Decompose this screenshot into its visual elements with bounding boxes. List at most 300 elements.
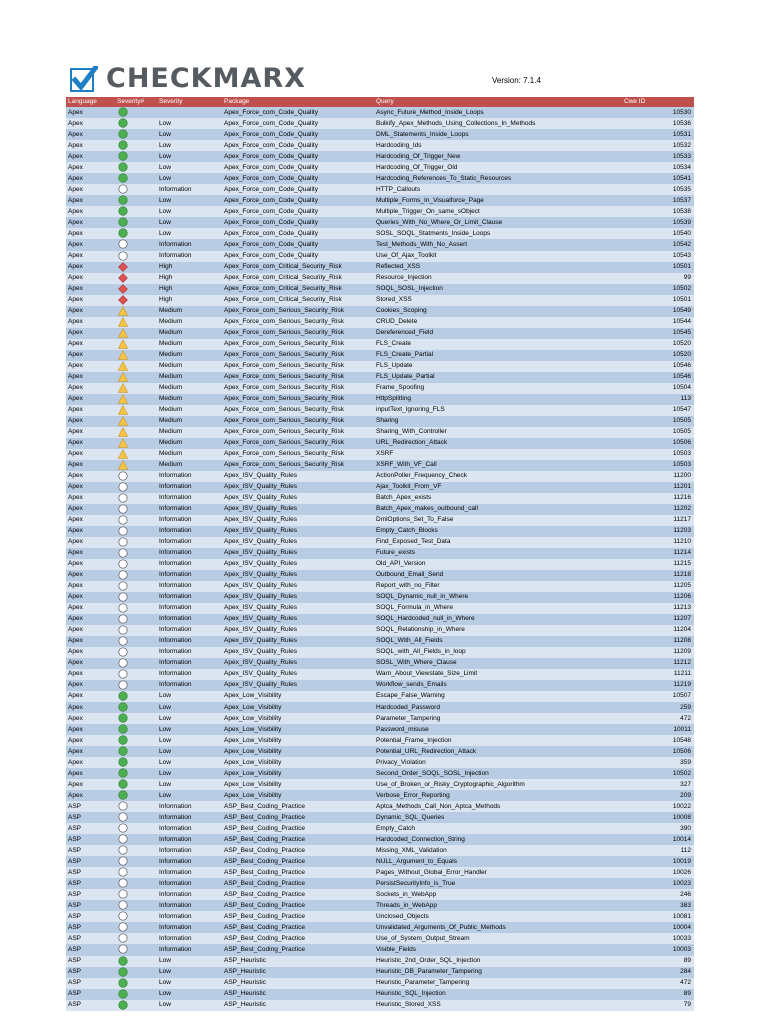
cell-cwe-id: 472 <box>622 713 694 724</box>
table-row[interactable] <box>66 779 694 790</box>
cell-package: ASP_Best_Coding_Practice <box>222 834 374 845</box>
cell-package: Apex_Force_com_Serious_Security_Risk <box>222 328 374 339</box>
cell-package: ASP_Best_Coding_Practice <box>222 812 374 823</box>
table-row[interactable] <box>66 570 694 581</box>
table-row[interactable] <box>66 724 694 735</box>
table-row[interactable] <box>66 129 694 140</box>
table-row[interactable] <box>66 603 694 614</box>
table-row[interactable] <box>66 251 694 262</box>
cell-severity-icon <box>115 989 157 1000</box>
information-severity-circle-icon <box>118 647 128 657</box>
information-severity-circle-icon <box>118 911 128 921</box>
cell-language: Apex <box>66 118 115 129</box>
information-severity-circle-icon <box>118 812 128 822</box>
cell-query: URL_Redirection_Attack <box>374 438 622 449</box>
information-severity-circle-icon <box>118 933 128 943</box>
cell-cwe-id: 11214 <box>622 548 694 559</box>
low-severity-circle-icon <box>118 746 128 756</box>
low-severity-circle-icon <box>118 206 128 216</box>
cell-package: Apex_ISV_Quality_Rules <box>222 625 374 636</box>
cell-package: Apex_Force_com_Serious_Security_Risk <box>222 427 374 438</box>
cell-cwe-id: 10504 <box>622 383 694 394</box>
table-row[interactable] <box>66 284 694 295</box>
medium-severity-triangle-icon <box>118 405 128 415</box>
cell-package: Apex_ISV_Quality_Rules <box>222 504 374 515</box>
cell-cwe-id: 11209 <box>622 647 694 658</box>
table-row[interactable] <box>66 306 694 317</box>
table-row[interactable] <box>66 273 694 284</box>
information-severity-circle-icon <box>118 878 128 888</box>
cell-package: Apex_Force_com_Code_Quality <box>222 129 374 140</box>
cell-cwe-id: 10548 <box>622 735 694 746</box>
cell-package: Apex_Force_com_Code_Quality <box>222 151 374 162</box>
cell-query: SOQL_SOSL_Injection <box>374 284 622 295</box>
cell-severity-icon <box>115 581 157 592</box>
table-row[interactable] <box>66 735 694 746</box>
cell-severity: Information <box>157 658 222 669</box>
table-row[interactable] <box>66 206 694 217</box>
table-row[interactable] <box>66 449 694 460</box>
cell-severity: Information <box>157 603 222 614</box>
cell-severity: Low <box>157 735 222 746</box>
table-row[interactable] <box>66 956 694 967</box>
cell-severity: Low <box>157 129 222 140</box>
cell-query: Future_exists <box>374 548 622 559</box>
cell-package: Apex_Low_Visibility <box>222 790 374 801</box>
table-row[interactable] <box>66 140 694 151</box>
cell-query: Heuristic_SQL_Injection <box>374 989 622 1000</box>
cell-package: ASP_Best_Coding_Practice <box>222 856 374 867</box>
cell-severity-icon <box>115 173 157 184</box>
cell-severity-icon <box>115 746 157 757</box>
cell-query: Password_misuse <box>374 724 622 735</box>
cell-severity-icon <box>115 449 157 460</box>
cell-severity: Medium <box>157 317 222 328</box>
cell-cwe-id: 10003 <box>622 944 694 955</box>
table-row[interactable] <box>66 757 694 768</box>
cell-severity-icon <box>115 328 157 339</box>
cell-package: Apex_Low_Visibility <box>222 746 374 757</box>
cell-cwe-id: 11206 <box>622 592 694 603</box>
table-row[interactable] <box>66 184 694 195</box>
cell-package: ASP_Heuristic <box>222 967 374 978</box>
cell-cwe-id: 383 <box>622 900 694 911</box>
cell-cwe-id: 10520 <box>622 339 694 350</box>
low-severity-circle-icon <box>118 735 128 745</box>
table-row[interactable] <box>66 383 694 394</box>
cell-severity-icon <box>115 339 157 350</box>
column-header-package[interactable]: Package <box>222 97 374 107</box>
table-row[interactable] <box>66 967 694 978</box>
cell-package: ASP_Best_Coding_Practice <box>222 878 374 889</box>
low-severity-circle-icon <box>118 978 128 988</box>
table-row[interactable] <box>66 1000 694 1011</box>
cell-query: Sharing_With_Controller <box>374 427 622 438</box>
table-row[interactable] <box>66 989 694 1000</box>
cell-language: Apex <box>66 262 115 273</box>
cell-query: NULL_Argument_to_Equals <box>374 856 622 867</box>
table-row[interactable] <box>66 647 694 658</box>
cell-cwe-id: 472 <box>622 978 694 989</box>
cell-language: ASP <box>66 878 115 889</box>
cell-language: Apex <box>66 614 115 625</box>
cell-severity: Medium <box>157 306 222 317</box>
cell-package: Apex_Low_Visibility <box>222 735 374 746</box>
table-row[interactable] <box>66 438 694 449</box>
cell-cwe-id: 11200 <box>622 471 694 482</box>
table-row[interactable] <box>66 911 694 922</box>
table-row[interactable] <box>66 361 694 372</box>
table-row[interactable] <box>66 416 694 427</box>
cell-cwe-id: 10505 <box>622 427 694 438</box>
cell-language: Apex <box>66 206 115 217</box>
cell-package: Apex_Force_com_Code_Quality <box>222 228 374 239</box>
cell-package: Apex_Force_com_Critical_Security_Risk <box>222 295 374 306</box>
cell-query: Verbose_Error_Reporting <box>374 790 622 801</box>
table-row[interactable] <box>66 790 694 801</box>
cell-package: Apex_Low_Visibility <box>222 724 374 735</box>
table-row[interactable] <box>66 295 694 306</box>
cell-severity-icon <box>115 228 157 239</box>
cell-query: Heuristic_Stored_XSS <box>374 1000 622 1011</box>
table-row[interactable] <box>66 107 694 118</box>
information-severity-circle-icon <box>118 239 128 249</box>
cell-query: Potential_URL_Redirection_Attack <box>374 746 622 757</box>
high-severity-diamond-icon <box>118 273 128 283</box>
cell-severity <box>157 107 222 118</box>
cell-query: Frame_Spoofing <box>374 383 622 394</box>
cell-severity: Information <box>157 878 222 889</box>
table-row[interactable] <box>66 526 694 537</box>
cell-package: Apex_Force_com_Code_Quality <box>222 217 374 228</box>
medium-severity-triangle-icon <box>118 449 128 459</box>
cell-cwe-id: 10544 <box>622 317 694 328</box>
cell-cwe-id: 11218 <box>622 570 694 581</box>
column-header-query[interactable]: Query <box>374 97 622 107</box>
cell-query: Potential_Frame_Injection <box>374 735 622 746</box>
cell-query: Reflected_XSS <box>374 262 622 273</box>
cell-package: ASP_Best_Coding_Practice <box>222 823 374 834</box>
table-row[interactable] <box>66 878 694 889</box>
table-row[interactable] <box>66 173 694 184</box>
table-row[interactable] <box>66 933 694 944</box>
cell-language: Apex <box>66 372 115 383</box>
cell-severity-icon <box>115 493 157 504</box>
cell-package: Apex_Low_Visibility <box>222 702 374 713</box>
cell-severity: Low <box>157 173 222 184</box>
cell-severity-icon <box>115 239 157 250</box>
cell-cwe-id: 259 <box>622 702 694 713</box>
table-row[interactable] <box>66 471 694 482</box>
cell-language: Apex <box>66 416 115 427</box>
table-row[interactable] <box>66 581 694 592</box>
table-row[interactable] <box>66 592 694 603</box>
cell-package: Apex_Low_Visibility <box>222 713 374 724</box>
cell-language: Apex <box>66 460 115 471</box>
table-row[interactable] <box>66 118 694 129</box>
cell-query: Aptca_Methods_Call_Non_Aptca_Methods <box>374 801 622 812</box>
cell-language: Apex <box>66 284 115 295</box>
table-row[interactable] <box>66 801 694 812</box>
low-severity-circle-icon <box>118 173 128 183</box>
table-row[interactable] <box>66 460 694 471</box>
table-row[interactable] <box>66 768 694 779</box>
cell-severity-icon <box>115 944 157 955</box>
table-row[interactable] <box>66 978 694 989</box>
cell-package: Apex_ISV_Quality_Rules <box>222 669 374 680</box>
table-row[interactable] <box>66 636 694 647</box>
cell-language: Apex <box>66 217 115 228</box>
cell-query: Find_Exposed_Test_Data <box>374 537 622 548</box>
cell-language: Apex <box>66 515 115 526</box>
information-severity-circle-icon <box>118 493 128 503</box>
cell-language: Apex <box>66 548 115 559</box>
low-severity-circle-icon <box>118 757 128 767</box>
cell-severity-icon <box>115 978 157 989</box>
cell-package: ASP_Best_Coding_Practice <box>222 801 374 812</box>
cell-query: Use_of_Broken_or_Risky_Cryptographic_Algorithm <box>374 779 622 790</box>
column-header-language[interactable]: Language <box>66 97 115 107</box>
information-severity-circle-icon <box>118 900 128 910</box>
low-severity-circle-icon <box>118 228 128 238</box>
cell-package: Apex_ISV_Quality_Rules <box>222 636 374 647</box>
cell-language: Apex <box>66 162 115 173</box>
cell-language: Apex <box>66 129 115 140</box>
medium-severity-triangle-icon <box>118 339 128 349</box>
cell-severity: Low <box>157 691 222 702</box>
cell-package: Apex_Force_com_Serious_Security_Risk <box>222 416 374 427</box>
table-row[interactable] <box>66 405 694 416</box>
table-row[interactable] <box>66 867 694 878</box>
table-body <box>66 107 694 1010</box>
table-row[interactable] <box>66 680 694 691</box>
cell-language: Apex <box>66 636 115 647</box>
medium-severity-triangle-icon <box>118 438 128 448</box>
cell-severity-icon <box>115 878 157 889</box>
cell-severity: Information <box>157 647 222 658</box>
information-severity-circle-icon <box>118 944 128 954</box>
cell-severity: Information <box>157 889 222 900</box>
cell-severity-icon <box>115 823 157 834</box>
cell-severity: Information <box>157 493 222 504</box>
cell-language: Apex <box>66 251 115 262</box>
low-severity-circle-icon <box>118 956 128 966</box>
cell-cwe-id: 10545 <box>622 328 694 339</box>
cell-package: Apex_ISV_Quality_Rules <box>222 515 374 526</box>
cell-query: Async_Future_Method_Inside_Loops <box>374 107 622 118</box>
cell-cwe-id: 10546 <box>622 361 694 372</box>
cell-language: Apex <box>66 482 115 493</box>
cell-cwe-id: 10008 <box>622 812 694 823</box>
cell-severity: Low <box>157 151 222 162</box>
cell-severity: Information <box>157 911 222 922</box>
table-row[interactable] <box>66 262 694 273</box>
cell-package: Apex_Force_com_Serious_Security_Risk <box>222 383 374 394</box>
cell-query: Cookies_Scoping <box>374 306 622 317</box>
cell-severity-icon <box>115 383 157 394</box>
information-severity-circle-icon <box>118 184 128 194</box>
cell-package: Apex_Force_com_Code_Quality <box>222 107 374 118</box>
low-severity-circle-icon <box>118 140 128 150</box>
cell-cwe-id: 10507 <box>622 691 694 702</box>
table-row[interactable] <box>66 394 694 405</box>
cell-language: Apex <box>66 526 115 537</box>
table-row[interactable] <box>66 239 694 250</box>
cell-severity: Information <box>157 614 222 625</box>
cell-query: HttpSplitting <box>374 394 622 405</box>
cell-query: Escape_False_Warning <box>374 691 622 702</box>
table-row[interactable] <box>66 559 694 570</box>
cell-cwe-id: 11211 <box>622 669 694 680</box>
cell-severity-icon <box>115 768 157 779</box>
table-row[interactable] <box>66 856 694 867</box>
medium-severity-triangle-icon <box>118 460 128 470</box>
cell-query: Hardcoded_Connection_String <box>374 834 622 845</box>
cell-severity-icon <box>115 713 157 724</box>
cell-severity-icon <box>115 801 157 812</box>
table-row[interactable] <box>66 328 694 339</box>
table-row[interactable] <box>66 427 694 438</box>
cell-cwe-id: 10530 <box>622 107 694 118</box>
table-row[interactable] <box>66 845 694 856</box>
table-row[interactable] <box>66 515 694 526</box>
cell-query: Pages_Without_Global_Error_Handler <box>374 867 622 878</box>
table-row[interactable] <box>66 537 694 548</box>
table-row[interactable] <box>66 702 694 713</box>
cell-severity-icon <box>115 217 157 228</box>
table-row[interactable] <box>66 548 694 559</box>
table-row[interactable] <box>66 658 694 669</box>
brand-name: CHECKMARX <box>106 63 306 94</box>
cell-severity: Medium <box>157 383 222 394</box>
cell-query: Hardcoded_Password <box>374 702 622 713</box>
cell-cwe-id: 10543 <box>622 251 694 262</box>
cell-query: Hardcoding_Of_Trigger_Old <box>374 162 622 173</box>
cell-language: Apex <box>66 438 115 449</box>
table-row[interactable] <box>66 614 694 625</box>
table-row[interactable] <box>66 922 694 933</box>
cell-package: Apex_Force_com_Code_Quality <box>222 206 374 217</box>
table-row[interactable] <box>66 195 694 206</box>
cell-package: Apex_Force_com_Serious_Security_Risk <box>222 306 374 317</box>
table-row[interactable] <box>66 889 694 900</box>
cell-severity-icon <box>115 107 157 118</box>
cell-query: SOQL_Formula_in_Where <box>374 603 622 614</box>
cell-severity: Medium <box>157 394 222 405</box>
column-header-severity[interactable]: Severity <box>157 97 222 107</box>
cell-severity: Information <box>157 625 222 636</box>
table-row[interactable] <box>66 713 694 724</box>
cell-cwe-id: 10549 <box>622 306 694 317</box>
cell-severity-icon <box>115 889 157 900</box>
low-severity-circle-icon <box>118 118 128 128</box>
cell-cwe-id: 10546 <box>622 372 694 383</box>
cell-cwe-id: 113 <box>622 394 694 405</box>
table-row[interactable] <box>66 944 694 955</box>
table-row[interactable] <box>66 162 694 173</box>
cell-cwe-id: 11202 <box>622 504 694 515</box>
cell-query: ActionPoller_Frequency_Check <box>374 471 622 482</box>
low-severity-circle-icon <box>118 713 128 723</box>
cell-language: ASP <box>66 834 115 845</box>
cell-query: Batch_Apex_makes_outbound_call <box>374 504 622 515</box>
table-row[interactable] <box>66 625 694 636</box>
table-row[interactable] <box>66 669 694 680</box>
table-row[interactable] <box>66 834 694 845</box>
cell-language: ASP <box>66 956 115 967</box>
table-row[interactable] <box>66 493 694 504</box>
high-severity-diamond-icon <box>118 295 128 305</box>
cell-language: Apex <box>66 713 115 724</box>
cell-severity-icon <box>115 900 157 911</box>
cell-language: ASP <box>66 856 115 867</box>
column-header-cwe-id[interactable]: Cwe ID <box>622 97 694 107</box>
cell-cwe-id: 10506 <box>622 438 694 449</box>
table-row[interactable] <box>66 217 694 228</box>
cell-severity: Information <box>157 812 222 823</box>
table-row[interactable] <box>66 746 694 757</box>
cell-query: Warn_About_Viewstate_Size_Limit <box>374 669 622 680</box>
table-row[interactable] <box>66 823 694 834</box>
table-row[interactable] <box>66 691 694 702</box>
cell-query: DmlOptions_Set_To_False <box>374 515 622 526</box>
low-severity-circle-icon <box>118 195 128 205</box>
cell-package: Apex_ISV_Quality_Rules <box>222 493 374 504</box>
cell-package: Apex_ISV_Quality_Rules <box>222 537 374 548</box>
table-row[interactable] <box>66 228 694 239</box>
cell-severity-icon <box>115 482 157 493</box>
low-severity-circle-icon <box>118 217 128 227</box>
table-row[interactable] <box>66 812 694 823</box>
cell-severity: Low <box>157 228 222 239</box>
table-row[interactable] <box>66 151 694 162</box>
cell-severity: Information <box>157 922 222 933</box>
table-row[interactable] <box>66 350 694 361</box>
cell-severity-icon <box>115 845 157 856</box>
cell-severity: Information <box>157 184 222 195</box>
cell-cwe-id: 10011 <box>622 724 694 735</box>
cell-cwe-id: 390 <box>622 823 694 834</box>
cell-query: Empty_Catch_Blocks <box>374 526 622 537</box>
table-row[interactable] <box>66 504 694 515</box>
table-row[interactable] <box>66 339 694 350</box>
cell-severity: Low <box>157 217 222 228</box>
cell-query: Hardcoding_Of_Trigger_New <box>374 151 622 162</box>
table-row[interactable] <box>66 900 694 911</box>
checkmark-logo-icon <box>70 66 98 92</box>
cell-language: Apex <box>66 394 115 405</box>
cell-cwe-id: 359 <box>622 757 694 768</box>
cell-language: Apex <box>66 658 115 669</box>
cell-query: HTTP_Callouts <box>374 184 622 195</box>
cell-cwe-id: 10533 <box>622 151 694 162</box>
cell-severity: Information <box>157 471 222 482</box>
medium-severity-triangle-icon <box>118 416 128 426</box>
cell-cwe-id: 10501 <box>622 262 694 273</box>
cell-language: Apex <box>66 239 115 250</box>
information-severity-circle-icon <box>118 856 128 866</box>
cell-language: ASP <box>66 989 115 1000</box>
low-severity-circle-icon <box>118 151 128 161</box>
table-row[interactable] <box>66 372 694 383</box>
column-header-severity-icon[interactable]: Severity# <box>115 97 157 107</box>
cell-severity: Medium <box>157 328 222 339</box>
table-row[interactable] <box>66 482 694 493</box>
information-severity-circle-icon <box>118 471 128 481</box>
cell-severity: Information <box>157 856 222 867</box>
table-row[interactable] <box>66 317 694 328</box>
cell-severity: Low <box>157 140 222 151</box>
